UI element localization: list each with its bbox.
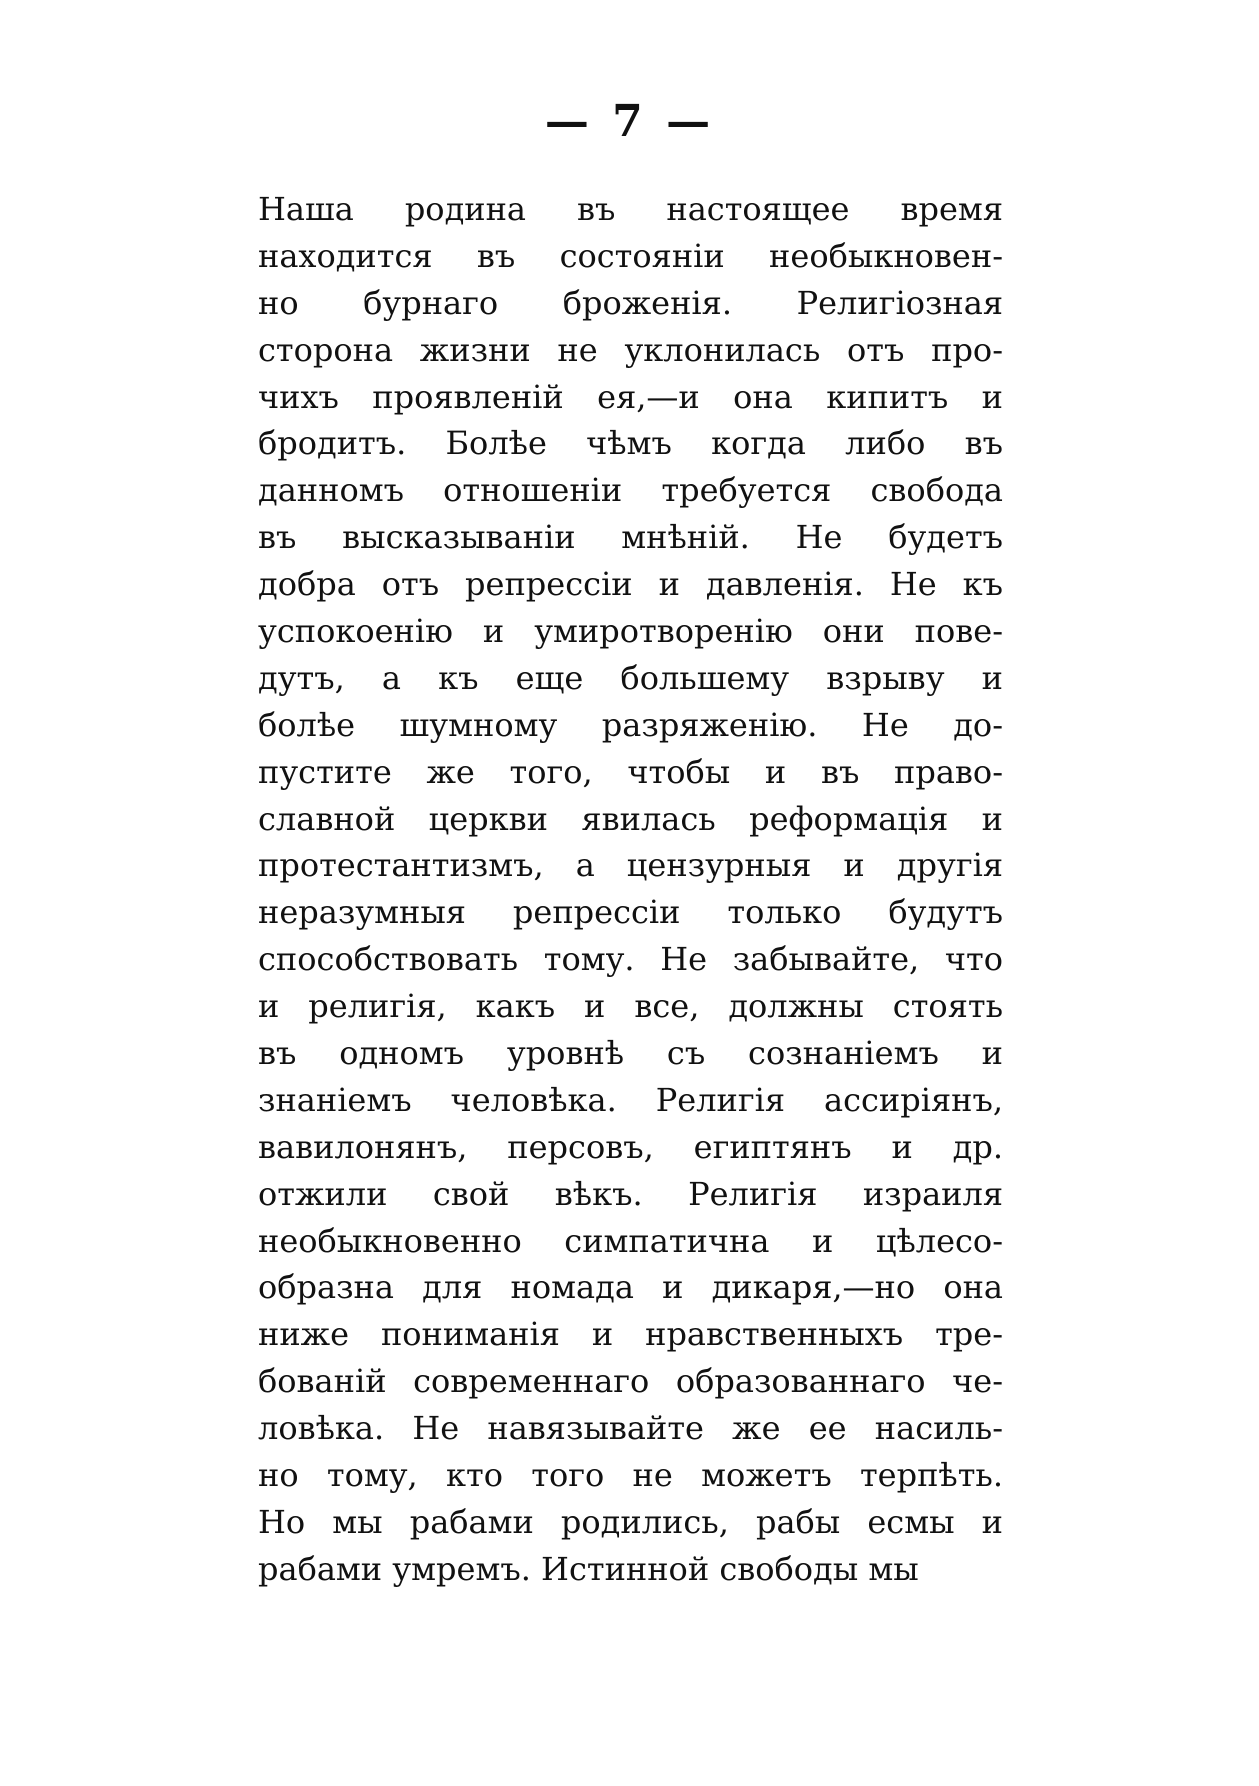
text-line: способствовать тому. Не забывайте, что bbox=[258, 940, 1003, 979]
text-line: въ высказыванiи мнѣнiй. Не будетъ bbox=[258, 518, 1003, 557]
text-line: ловѣка. Не навязывайте же ее насиль- bbox=[258, 1409, 1003, 1448]
text-line: но бурнаго броженiя. Религiозная bbox=[258, 283, 1003, 322]
text-line: ниже пониманiя и нравственныхъ тре- bbox=[258, 1315, 1003, 1354]
text-line: болѣе шумному разряженiю. Не до- bbox=[258, 705, 1003, 744]
text-line: необыкновенно симпатична и цѣлесо- bbox=[258, 1221, 1003, 1260]
text-line: и религiя, какъ и все, должны стоять bbox=[258, 987, 1003, 1026]
text-line: бованiй современнаго образованнаго че- bbox=[258, 1362, 1003, 1401]
text-line: Но мы рабами родились, рабы есмы и bbox=[258, 1502, 1003, 1541]
text-line: знанiемъ человѣка. Религiя ассирiянъ, bbox=[258, 1080, 1003, 1119]
text-line: сторона жизни не уклонилась отъ про- bbox=[258, 330, 1003, 369]
text-line: неразумныя репрессiи только будутъ bbox=[258, 893, 1003, 932]
text-line: въ одномъ уровнѣ съ сознанiемъ и bbox=[258, 1034, 1003, 1073]
text-line: дутъ, а къ еще большему взрыву и bbox=[258, 658, 1003, 697]
text-line: данномъ отношенiи требуется свобода bbox=[258, 471, 1003, 510]
text-line: но тому, кто того не можетъ терпѣть. bbox=[258, 1456, 1003, 1495]
text-line: добра отъ репрессiи и давленiя. Не къ bbox=[258, 565, 1003, 604]
text-line: успокоенiю и умиротворенiю они пове- bbox=[258, 612, 1003, 651]
text-line: образна для номада и дикаря,—но она bbox=[258, 1268, 1003, 1307]
text-line: вавилонянъ, персовъ, египтянъ и др. bbox=[258, 1127, 1003, 1166]
text-line: находится въ состоянiи необыкновен- bbox=[258, 236, 1003, 275]
body-text bbox=[258, 186, 1003, 1593]
text-line: рабами умремъ. Истинной свободы мы bbox=[258, 1549, 919, 1588]
text-line: протестантизмъ, а цензурныя и другiя bbox=[258, 846, 1003, 885]
page-number: — 7 — bbox=[544, 96, 715, 147]
text-line: бродитъ. Болѣе чѣмъ когда либо въ bbox=[258, 424, 1003, 463]
text-line: пустите же того, чтобы и въ право- bbox=[258, 752, 1003, 791]
text-line: отжили свой вѣкъ. Религiя израиля bbox=[258, 1174, 1003, 1213]
text-line: славной церкви явилась реформацiя и bbox=[258, 799, 1003, 838]
text-line: чихъ проявленiй ея,—и она кипитъ и bbox=[258, 377, 1003, 416]
text-line: Наша родина въ настоящее время bbox=[258, 190, 1003, 228]
